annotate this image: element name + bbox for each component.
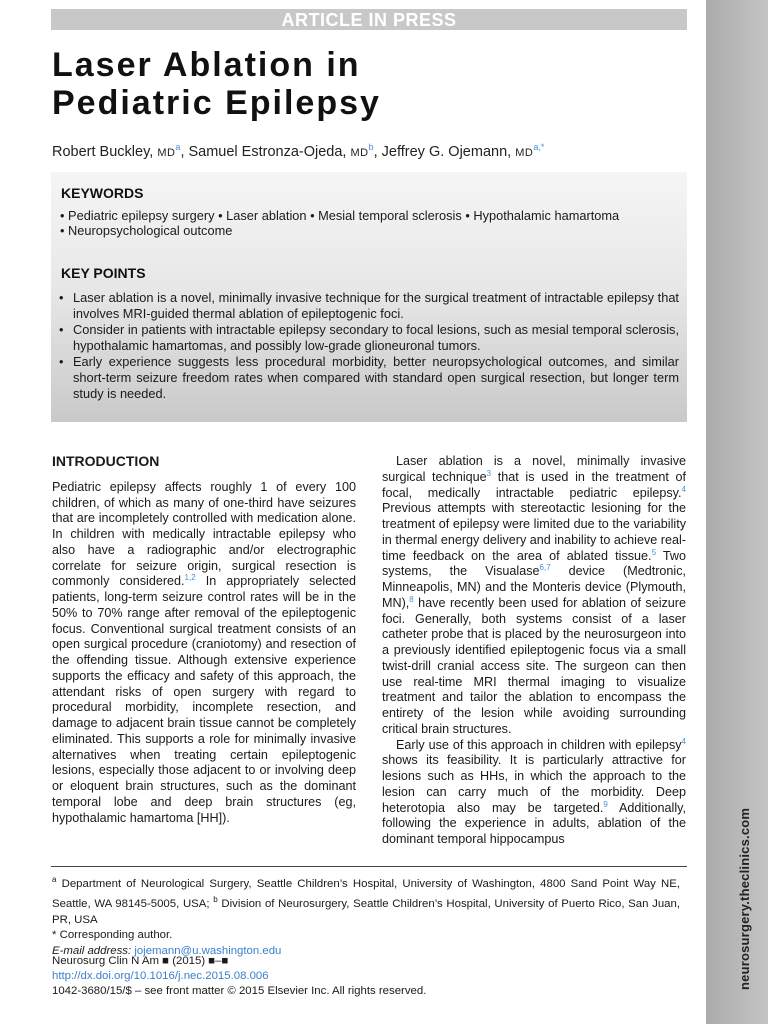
article-title: [52, 46, 672, 122]
key-point-item: • Laser ablation is a novel, minimally invasive technique for the surgical treatment of intractable epilepsy that involves MRI-guided thermal ablation of epileptogenic foci.: [59, 290, 679, 322]
citation-link[interactable]: 8: [409, 594, 414, 604]
paragraph-text: Pediatric epilepsy affects roughly 1 of every 100 children, of which as many of one-third have seizures that are incompletely controlled with medication alone. In children with medically intractable epilepsy who also have a radiographic and/or electrographic correlate for seizure origin, surgical resection is commonly considered.: [52, 479, 356, 589]
doi-link[interactable]: http://dx.doi.org/10.1016/j.nec.2015.08.006: [52, 970, 269, 982]
paragraph: [382, 454, 686, 738]
paragraph-text: Two systems, the Visualase: [382, 548, 686, 579]
citation-link[interactable]: 4: [681, 736, 686, 746]
email-label: E-mail address:: [52, 944, 132, 957]
key-point-item: • Early experience suggests less procedural morbidity, better neuropsychological outcomes, and similar short-term seizure freedom rates when compared with standard open surgical resection, but longer term study is needed.: [59, 354, 679, 402]
keywords-heading: KEYWORDS: [61, 185, 144, 201]
title-line-1: Laser Ablation in: [52, 46, 361, 84]
right-column: [382, 454, 686, 848]
author-name: , Samuel Estronza-Ojeda,: [180, 143, 351, 160]
paragraph-text: Previous attempts with stereotactic lesioning for the treatment of epilepsy were limited due to the variability in thermal energy delivery and inability to achieve real-time feedback on the area of ablated tissue.: [382, 501, 686, 563]
paragraph: [382, 738, 686, 848]
paragraph-text: have recently been used for ablation of seizure foci. Generally, both systems consist of a laser catheter probe that is placed by the neurosurgeon into a previously identified epileptogenic focus via a small twist-drill cranial access site. The surgeon can then use real-time MRI thermal imaging to visualize treatment and tailor the ablation to encompass the entirety of the lesion while avoiding surrounding critical brain structures.: [382, 595, 686, 736]
author-degree: MD: [350, 146, 369, 159]
affiliation-marker[interactable]: a: [175, 142, 181, 152]
journal-citation: Neurosurg Clin N Am ■ (2015) ■–■: [52, 955, 229, 967]
left-column: [52, 454, 356, 826]
affiliation-footnote: [52, 872, 680, 928]
article-in-press-banner: ARTICLE IN PRESS: [51, 9, 687, 30]
paragraph-text: In appropriately selected patients, long-term seizure control rates will be in the 50% to 70% range after removal of the epileptogenic focus. Conventional surgical treatment consists of an open surgical procedure (craniotomy) and resection of the offending tissue. Although extensive experience supports the efficacy and safety of this approach, the attendant risks of open surgery with regard to procedural morbidity, incomplete resection, and damage to adjacent brain tissue cannot be completely eliminated. This supports a role for minimally invasive alternatives when treating certain epileptogenic lesions, especially those adjacent to or involving deep or eloquent brain structures, such as the dominant temporal lobe and deep brain structures (eg, hypothalamic hamartoma [HH]).: [52, 574, 357, 825]
citation-link[interactable]: 3: [486, 468, 492, 478]
key-point-item: • Consider in patients with intractable epilepsy secondary to focal lesions, such as mesial temporal sclerosis, hypothalamic hamartomas, and possibly low-grade glioneuronal tumors.: [59, 322, 679, 354]
affiliation-marker: a: [52, 875, 57, 884]
author-degree: MD: [157, 146, 176, 159]
footnotes: [52, 872, 680, 959]
introduction-heading: INTRODUCTION: [52, 453, 160, 469]
paragraph-text: device (Medtronic, Minneapolis, MN) and the Monteris device (Plymouth, MN),: [382, 564, 686, 610]
paragraph-text: Laser ablation is a novel, minimally invasive surgical technique: [382, 454, 686, 484]
citation-link[interactable]: 4: [681, 484, 686, 494]
author-list: [52, 142, 544, 160]
paragraph-text: Additionally, following the experience in adults, ablation of the dominant temporal hippocampus: [382, 800, 686, 846]
affiliation-marker: b: [213, 895, 218, 905]
keywords-keypoints-box: [51, 172, 687, 422]
citation-link[interactable]: 5: [651, 547, 657, 557]
citation-link[interactable]: 1,2: [184, 573, 196, 583]
citation-link[interactable]: 6,7: [539, 563, 551, 573]
bibliographic-info: [52, 954, 426, 999]
email-link[interactable]: jojemann@u.washington.edu: [134, 944, 282, 957]
paragraph: [52, 480, 356, 827]
citation-link[interactable]: 9: [603, 799, 608, 809]
key-points-list: [59, 290, 679, 402]
keywords-line: • Pediatric epilepsy surgery • Laser ablation • Mesial temporal sclerosis • Hypothalamic hamartoma: [60, 208, 620, 223]
author-degree: MD: [515, 146, 534, 159]
footnote-divider: [51, 866, 687, 867]
keywords-line: • Neuropsychological outcome: [60, 223, 233, 238]
affiliation-text: Department of Neurological Surgery, Seattle Children’s Hospital, University of Washington, 4800 Sand Point Way NE, Seattle, WA 98145-5005, USA;: [52, 877, 680, 911]
paragraph-text: shows its feasibility. It is particularly attractive for lesions such as HHs, in which the approach to the lesion can carry much of the morbidity. Deep heterotopia also may be targeted.: [382, 753, 686, 815]
corresponding-author: * Corresponding author.: [52, 929, 173, 942]
key-points-heading: KEY POINTS: [61, 265, 146, 281]
affiliation-marker[interactable]: b: [368, 142, 374, 152]
paragraph-text: Early use of this approach in children with epilepsy: [396, 737, 682, 752]
copyright-line: 1042-3680/15/$ – see front matter © 2015 Elsevier Inc. All rights reserved.: [52, 985, 427, 997]
affiliation-marker[interactable]: a,*: [533, 142, 545, 152]
paragraph-text: that is used in the treatment of focal, medically intractable pediatric epilepsy.: [382, 469, 686, 500]
affiliation-text: Division of Neurosurgery, Seattle Children’s Hospital, University of Puerto Rico, San Juan, PR, USA: [52, 898, 680, 926]
title-line-2: Pediatric Epilepsy: [52, 84, 381, 122]
journal-website-link[interactable]: neurosurgery.theclinics.com: [737, 807, 752, 990]
author-name: Robert Buckley,: [52, 143, 158, 160]
author-name: , Jeffrey G. Ojemann,: [373, 143, 516, 160]
